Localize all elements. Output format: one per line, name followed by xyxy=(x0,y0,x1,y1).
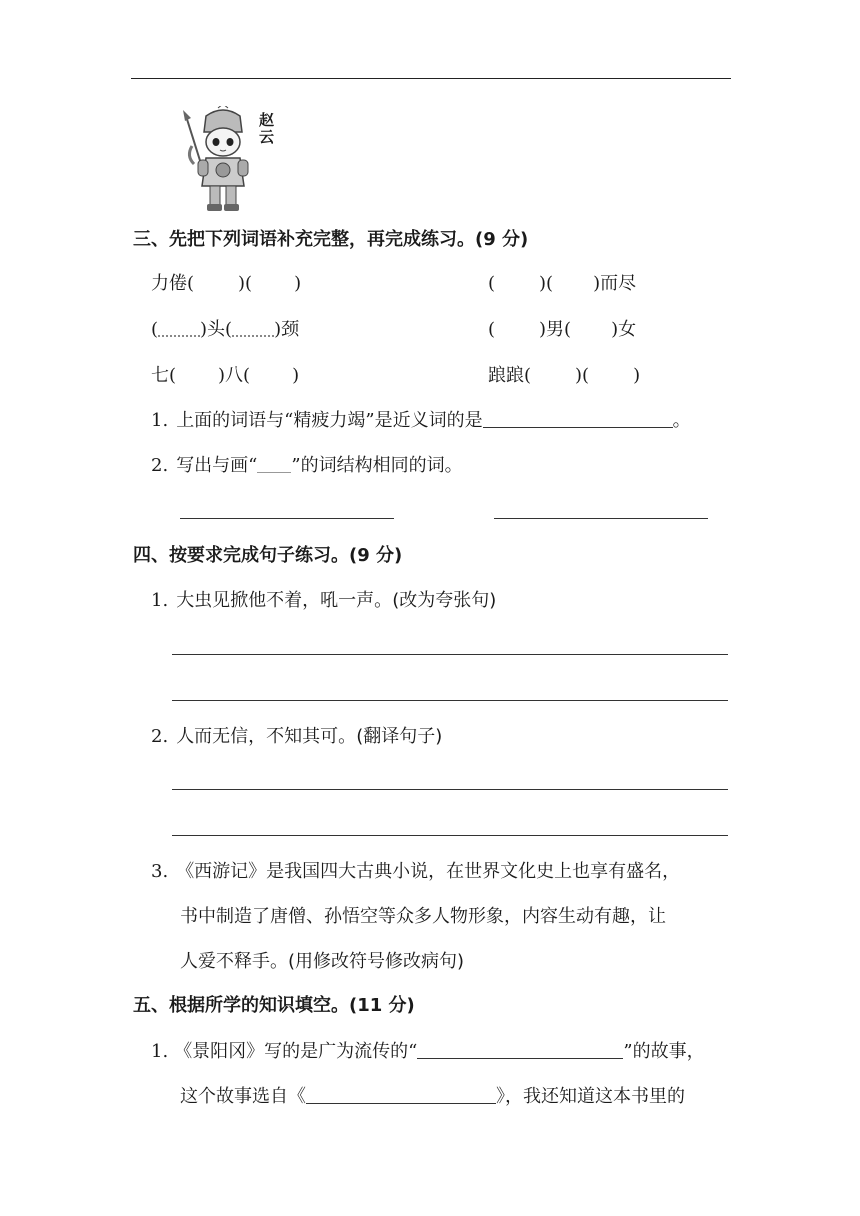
idiom-row-1-left: 力倦( )( ) xyxy=(151,273,302,294)
answer-line[interactable] xyxy=(172,700,728,701)
section5-heading: 五、根据所学的知识填空。(11 分) xyxy=(133,995,415,1016)
dotted-blank xyxy=(232,321,274,337)
dotted-blank xyxy=(158,321,200,337)
section4-q3-line1: 3. 《西游记》是我国四大古典小说，在世界文化史上也享有盛名， xyxy=(151,861,681,882)
section4-heading: 四、按要求完成句子练习。(9 分) xyxy=(133,545,403,566)
answer-line[interactable] xyxy=(494,518,708,519)
section3-q2: 2. 写出与画“ ”的词结构相同的词。 xyxy=(151,455,463,476)
answer-line[interactable] xyxy=(172,789,728,790)
section4-q2: 2. 人而无信，不知其可。(翻译句子) xyxy=(151,726,443,747)
section4-q3-line2: 书中制造了唐僧、孙悟空等众多人物形象，内容生动有趣，让 xyxy=(180,906,666,927)
underline-sample xyxy=(257,456,291,473)
answer-blank[interactable] xyxy=(417,1042,623,1059)
section4-q1: 1. 大虫见掀他不着，吼一声。(改为夸张句) xyxy=(151,590,497,611)
section5-q1-line1: 1. 《景阳冈》写的是广为流传的“ ”的故事， xyxy=(151,1041,705,1062)
idiom-row-2-left: ( )头( )颈 xyxy=(151,319,300,340)
idiom-row-3-left: 七( )八( ) xyxy=(151,365,300,386)
mascot-label: 赵云 xyxy=(257,112,275,146)
idiom-row-2-right: ( )男( )女 xyxy=(488,319,637,340)
idiom-row-1-right: ( )( )而尽 xyxy=(488,273,637,294)
answer-blank[interactable] xyxy=(483,411,673,428)
section5-q1-line2: 这个故事选自《 》，我还知道这本书里的 xyxy=(180,1086,685,1107)
idiom-row-3-right: 踉踉( )( ) xyxy=(488,365,641,386)
section4-q3-line3: 人爱不释手。(用修改符号修改病句) xyxy=(180,951,465,972)
answer-line[interactable] xyxy=(172,835,728,836)
section3-q1: 1. 上面的词语与“精疲力竭”是近义词的是 。 xyxy=(151,410,691,431)
answer-blank[interactable] xyxy=(306,1087,496,1104)
section3-heading: 三、先把下列词语补充完整，再完成练习。(9 分) xyxy=(133,229,529,250)
answer-line[interactable] xyxy=(172,654,728,655)
answer-line[interactable] xyxy=(180,518,394,519)
mascot-figure xyxy=(178,106,258,214)
warrior-illustration-icon xyxy=(178,106,258,214)
header-rule xyxy=(131,78,731,79)
